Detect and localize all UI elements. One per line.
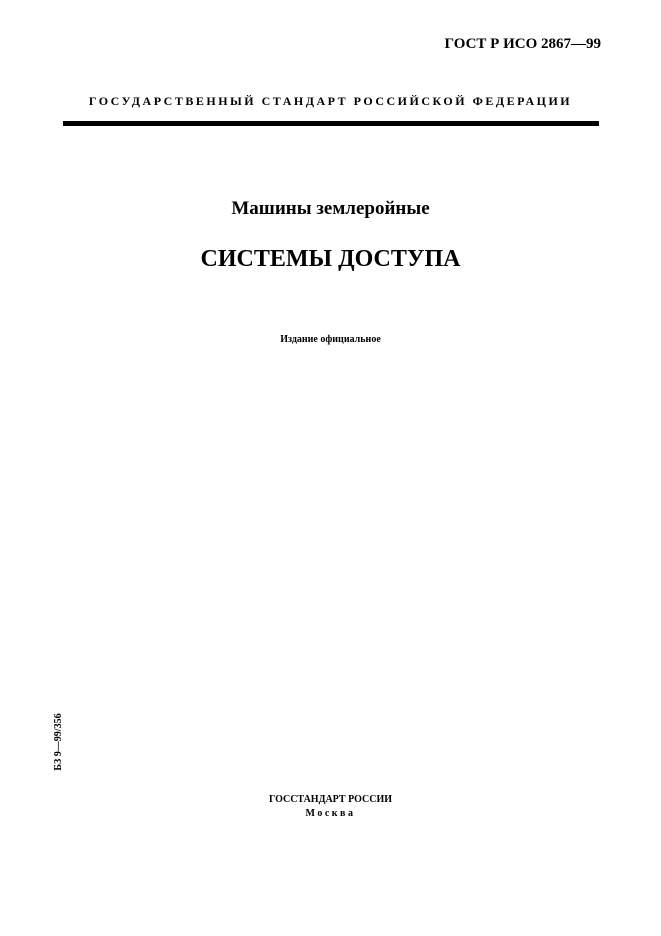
document-title: СИСТЕМЫ ДОСТУПА [200, 246, 461, 272]
publisher: ГОССТАНДАРТ РОССИИ [268, 794, 393, 805]
document-subject: Машины землеройные [231, 198, 430, 219]
authority-header: ГОСУДАРСТВЕННЫЙ СТАНДАРТ РОССИЙСКОЙ ФЕДЕРАЦИИ [88, 94, 573, 108]
side-code: БЗ 9—99/356 [53, 713, 64, 771]
document-number: ГОСТ Р ИСО 2867—99 [444, 36, 601, 52]
publication-city: Москва [305, 808, 356, 819]
header-rule [63, 121, 599, 126]
edition-label: Издание официальное [280, 334, 381, 345]
